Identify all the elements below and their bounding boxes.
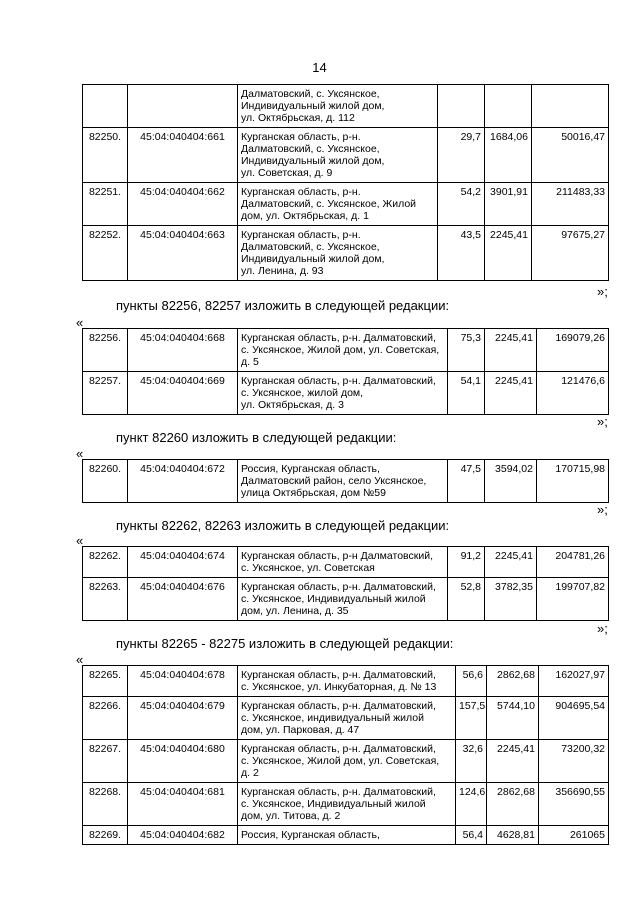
cadastral-number-cell: 45:04:040404:674: [128, 547, 238, 578]
cadastral-value-cell: 169079,26: [537, 329, 609, 372]
price-cell: 2862,68: [487, 666, 539, 697]
cadastral-number-cell: 45:04:040404:663: [128, 226, 238, 281]
row-number-cell: 82263.: [83, 578, 128, 621]
address-line: Далматовский, с. Уксянское,: [241, 143, 380, 155]
cadastral-number-cell: 45:04:040404:682: [128, 826, 238, 845]
address-cell: [238, 666, 456, 697]
area-cell: 157,5: [456, 697, 487, 740]
row-number-cell: 82267.: [83, 740, 128, 783]
price-cell: 3901,91: [485, 183, 532, 226]
address-cell: [238, 826, 456, 845]
cadastral-number-cell: 45:04:040404:676: [128, 578, 238, 621]
row-number-cell: 82266.: [83, 697, 128, 740]
cadastral-number-cell: 45:04:040404:668: [128, 329, 238, 372]
address-line: Россия, Курганская область,: [241, 829, 380, 841]
address-cell: [238, 740, 456, 783]
address-line: Курганская область, р-н.: [241, 229, 361, 241]
address-line: Россия, Курганская область,: [241, 463, 380, 475]
address-line: дом, ул. Октябрьская, д. 1: [241, 210, 369, 222]
opening-quote: «: [76, 446, 84, 461]
area-cell: 54,2: [438, 183, 485, 226]
price-cell: 3782,35: [485, 578, 537, 621]
section-heading: пункты 82256, 82257 изложить в следующей редакции:: [116, 298, 450, 313]
cadastral-value-cell: 50016,47: [532, 128, 609, 183]
address-line: с. Уксянское, Жилой дом, ул. Советская,: [241, 755, 440, 767]
area-cell: 56,4: [456, 826, 487, 845]
cadastral-value-cell: 204781,26: [537, 547, 609, 578]
cadastral-value-cell: 904695,54: [539, 697, 609, 740]
address-line: Курганская область, р-н.: [241, 186, 361, 198]
row-number-cell: 82257.: [83, 372, 128, 415]
area-cell: 52,8: [448, 578, 485, 621]
area-cell: 43,5: [438, 226, 485, 281]
cadastral-number-cell: 45:04:040404:679: [128, 697, 238, 740]
area-cell: 47,5: [448, 460, 485, 503]
cadastral-number-cell: [128, 85, 238, 128]
row-number-cell: 82265.: [83, 666, 128, 697]
address-line: Курганская область, р-н Далматовский,: [241, 550, 433, 562]
opening-quote: «: [76, 652, 84, 667]
cadastral-value-cell: 97675,27: [532, 226, 609, 281]
table-row: [83, 783, 609, 826]
cadastral-number-cell: 45:04:040404:669: [128, 372, 238, 415]
section-heading: пункты 82262, 82263 изложить в следующей редакции:: [116, 518, 450, 533]
address-line: Курганская область, р-н. Далматовский,: [241, 786, 436, 798]
table-row: [83, 226, 609, 281]
address-line: с. Уксянское, индивидуальный жилой: [241, 712, 424, 724]
price-cell: 2245,41: [485, 226, 532, 281]
table-row: [83, 666, 609, 697]
register-table-2: [82, 328, 609, 415]
closing-quote: »;: [597, 621, 608, 636]
price-cell: 2245,41: [487, 740, 539, 783]
cadastral-number-cell: 45:04:040404:662: [128, 183, 238, 226]
address-line: Далматовский, с. Уксянское,: [241, 241, 380, 253]
address-line: Курганская область, р-н. Далматовский,: [241, 700, 436, 712]
cadastral-number-cell: 45:04:040404:681: [128, 783, 238, 826]
table-row: [83, 85, 609, 128]
table-row: [83, 740, 609, 783]
area-cell: 32,6: [456, 740, 487, 783]
section-heading: пункт 82260 изложить в следующей редакции:: [116, 430, 397, 445]
address-cell: [238, 226, 438, 281]
address-line: с. Уксянское, Жилой дом, ул. Советская,: [241, 344, 440, 356]
address-cell: [238, 372, 448, 415]
address-line: Курганская область, р-н. Далматовский,: [241, 669, 436, 681]
cadastral-number-cell: 45:04:040404:680: [128, 740, 238, 783]
area-cell: [438, 85, 485, 128]
cadastral-number-cell: 45:04:040404:678: [128, 666, 238, 697]
cadastral-value-cell: [532, 85, 609, 128]
table-row: [83, 329, 609, 372]
area-cell: 54,1: [448, 372, 485, 415]
address-line: д. 5: [241, 356, 259, 368]
address-line: Курганская область, р-н. Далматовский,: [241, 581, 436, 593]
address-line: Курганская область, р-н. Далматовский,: [241, 743, 436, 755]
area-cell: 29,7: [438, 128, 485, 183]
price-cell: 2245,41: [485, 372, 537, 415]
opening-quote: «: [76, 533, 84, 548]
row-number-cell: 82262.: [83, 547, 128, 578]
price-cell: 4628,81: [487, 826, 539, 845]
price-cell: 2245,41: [485, 329, 537, 372]
area-cell: 75,3: [448, 329, 485, 372]
section-heading: пункты 82265 - 82275 изложить в следующей редакции:: [116, 636, 454, 651]
row-number-cell: 82268.: [83, 783, 128, 826]
register-table-1: [82, 84, 609, 281]
address-line: Далматовский район, село Уксянское,: [241, 475, 427, 487]
address-line: дом, ул. Титова, д. 2: [241, 810, 341, 822]
address-cell: [238, 697, 456, 740]
table-row: [83, 372, 609, 415]
row-number-cell: [83, 85, 128, 128]
address-line: Далматовский, с. Уксянское,: [241, 88, 380, 100]
price-cell: [485, 85, 532, 128]
table-row: [83, 183, 609, 226]
address-line: Далматовский, с. Уксянское, Жилой: [241, 198, 417, 210]
row-number-cell: 82256.: [83, 329, 128, 372]
address-cell: [238, 547, 448, 578]
row-number-cell: 82252.: [83, 226, 128, 281]
address-line: Курганская область, р-н. Далматовский,: [241, 375, 436, 387]
address-line: ул. Ленина, д. 93: [241, 265, 324, 277]
address-cell: [238, 578, 448, 621]
address-line: Индивидуальный жилой дом,: [241, 253, 385, 265]
address-line: Курганская область, р-н.: [241, 131, 361, 143]
row-number-cell: 82260.: [83, 460, 128, 503]
address-line: улица Октябрьская, дом №59: [241, 487, 386, 499]
address-line: ул. Советская, д. 9: [241, 167, 333, 179]
area-cell: 124,6: [456, 783, 487, 826]
table-row: [83, 697, 609, 740]
opening-quote: «: [76, 315, 84, 330]
row-number-cell: 82251.: [83, 183, 128, 226]
area-cell: 91,2: [448, 547, 485, 578]
table-row: [83, 547, 609, 578]
register-table-5: [82, 665, 609, 845]
address-cell: [238, 183, 438, 226]
price-cell: 2862,68: [487, 783, 539, 826]
address-line: Индивидуальный жилой дом,: [241, 100, 385, 112]
address-line: дом, ул. Парковая, д. 47: [241, 724, 360, 736]
address-cell: [238, 460, 448, 503]
address-line: с. Уксянское, ул. Инкубаторная, д. № 13: [241, 681, 437, 693]
address-line: ул. Октябрьская, д. 3: [241, 399, 344, 411]
cadastral-value-cell: 261065: [539, 826, 609, 845]
cadastral-value-cell: 121476,6: [537, 372, 609, 415]
address-line: дом, ул. Ленина, д. 35: [241, 605, 349, 617]
cadastral-value-cell: 211483,33: [532, 183, 609, 226]
cadastral-value-cell: 356690,55: [539, 783, 609, 826]
closing-quote: »;: [597, 502, 608, 517]
address-line: ул. Октябрьская, д. 112: [241, 112, 355, 124]
cadastral-number-cell: 45:04:040404:672: [128, 460, 238, 503]
cadastral-value-cell: 199707,82: [537, 578, 609, 621]
closing-quote: »;: [597, 414, 608, 429]
address-cell: [238, 85, 438, 128]
address-line: с. Уксянское, ул. Советская: [241, 562, 375, 574]
price-cell: 2245,41: [485, 547, 537, 578]
address-line: с. Уксянское, жилой дом,: [241, 387, 364, 399]
address-line: д. 2: [241, 767, 259, 779]
address-cell: [238, 128, 438, 183]
address-line: с. Уксянское, Индивидуальный жилой: [241, 798, 426, 810]
address-line: с. Уксянское, Индивидуальный жилой: [241, 593, 426, 605]
table-row: [83, 578, 609, 621]
price-cell: 5744,10: [487, 697, 539, 740]
cadastral-value-cell: 170715,98: [537, 460, 609, 503]
register-table-4: [82, 546, 609, 621]
cadastral-number-cell: 45:04:040404:661: [128, 128, 238, 183]
area-cell: 56,6: [456, 666, 487, 697]
address-cell: [238, 783, 456, 826]
address-line: Курганская область, р-н. Далматовский,: [241, 332, 436, 344]
price-cell: 3594,02: [485, 460, 537, 503]
closing-quote: »;: [597, 284, 608, 299]
address-line: Индивидуальный жилой дом,: [241, 155, 385, 167]
register-table-3: [82, 459, 609, 503]
cadastral-value-cell: 73200,32: [539, 740, 609, 783]
cadastral-value-cell: 162027,97: [539, 666, 609, 697]
price-cell: 1684,06: [485, 128, 532, 183]
row-number-cell: 82269.: [83, 826, 128, 845]
table-row: [83, 826, 609, 845]
address-cell: [238, 329, 448, 372]
row-number-cell: 82250.: [83, 128, 128, 183]
table-row: [83, 460, 609, 503]
page-number: 14: [312, 60, 327, 75]
table-row: [83, 128, 609, 183]
